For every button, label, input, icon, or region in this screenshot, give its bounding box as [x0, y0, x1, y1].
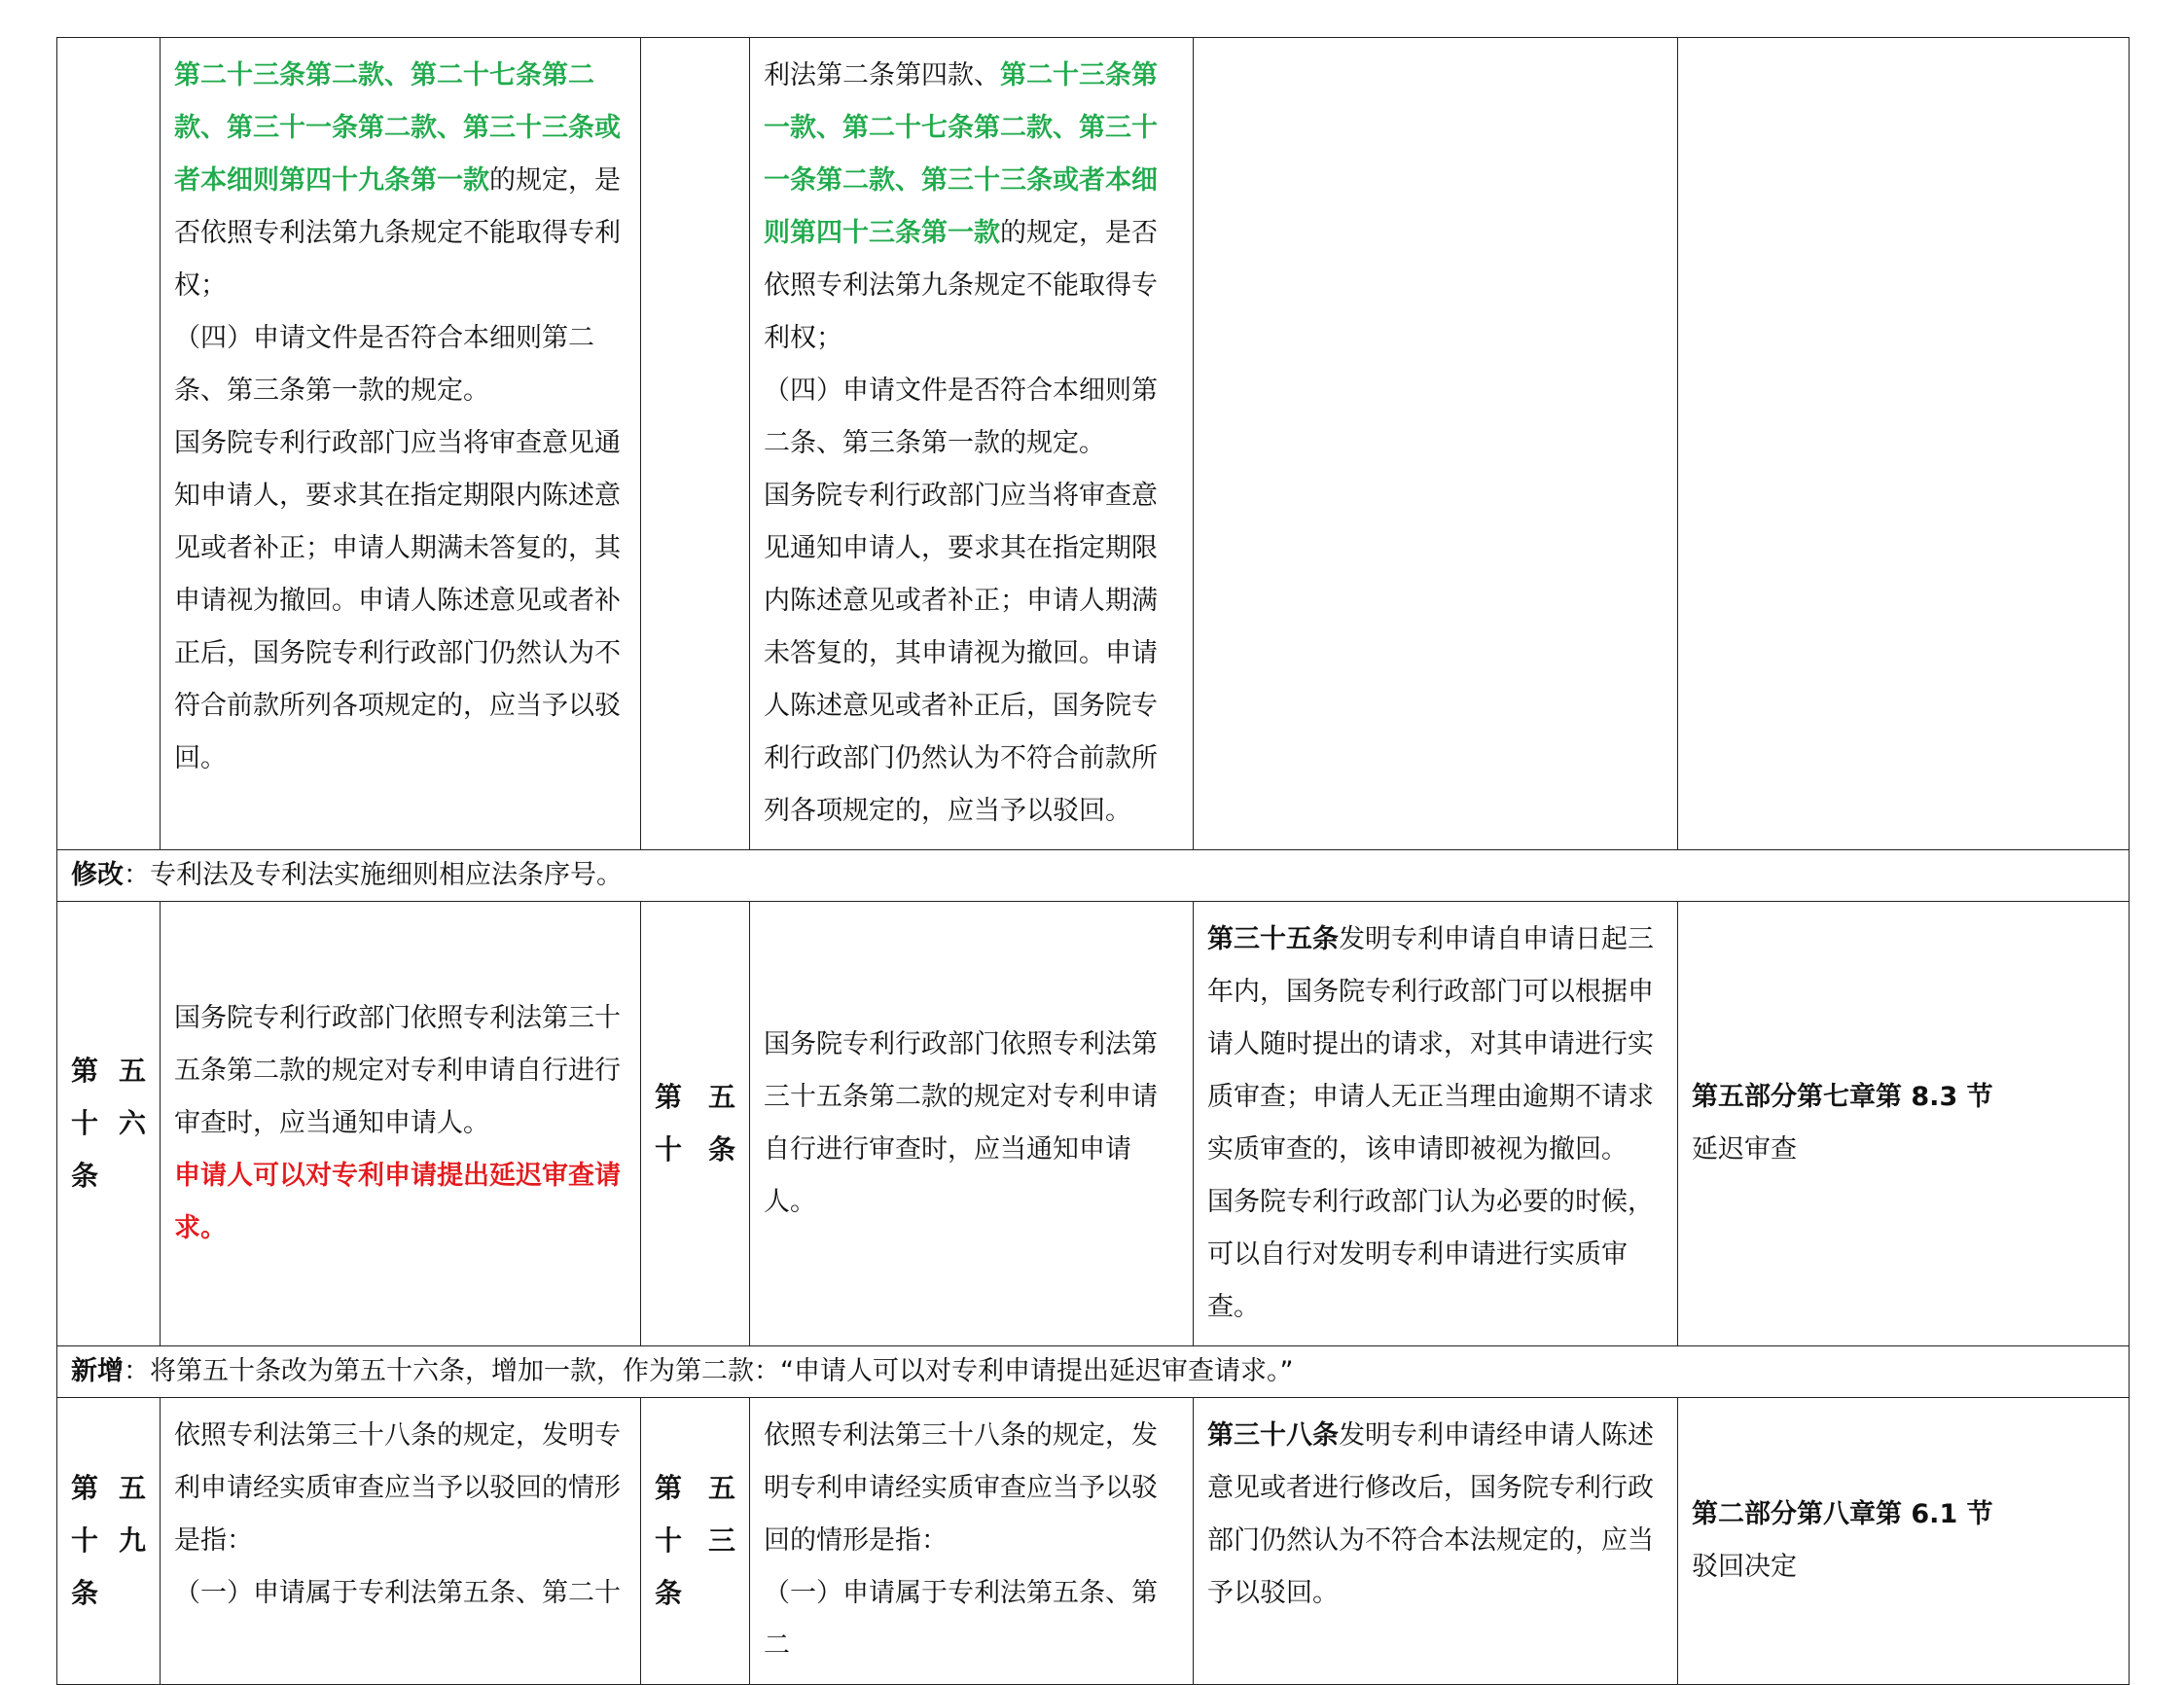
note-label: 修改 [71, 860, 124, 890]
table-row [57, 902, 2130, 1346]
note-text: ：将第五十条改为第五十六条，增加一款，作为第二款：“申请人可以对专利申请提出延迟审查请求。” [124, 1356, 1294, 1386]
law-cell: 第三十五条发明专利申请自申请日起三年内，国务院专利行政部门可以根据申请人随时提出的请求，对其申请进行实质审查；申请人无正当理由逾期不请求实质审查的，该申请即被视为撤回。 国务院专利行政部门认为必要的时候，可以自行对发明专利申请进行实质审查。 [1194, 902, 1678, 1346]
new-article-number: 第五十九条 [57, 1398, 161, 1685]
table-row [57, 1398, 2130, 1685]
highlight-green: 第二十三条第一款、第二十七条第二款、第三十一条第二款、第三十三条或者本细则第四十三条第一款 [764, 60, 1158, 248]
old-text-cell: 依照专利法第三十八条的规定，发明专利申请经实质审查应当予以驳回的情形是指： （一）申请属于专利法第五条、第二 [750, 1398, 1194, 1685]
note-cell [57, 1346, 2130, 1398]
note-cell [57, 850, 2130, 902]
new-text-cell: 国务院专利行政部门依照专利法第三十五条第二款的规定对专利申请自行进行审查时，应当通知申请人。 申请人可以对专利申请提出延迟审查请求。 [161, 902, 641, 1346]
old-article-number: 第五十三条 [641, 1398, 750, 1685]
new-article-cell [57, 38, 161, 850]
guide-cell: 第五部分第七章第 8.3 节 延迟审查 [1678, 902, 2130, 1346]
law-cell: 第三十八条发明专利申请经申请人陈述意见或者进行修改后，国务院专利行政部门仍然认为不符合本法规定的，应当予以驳回。 [1194, 1398, 1678, 1685]
note-label: 新增 [71, 1356, 124, 1386]
old-text-cell: 国务院专利行政部门依照专利法第三十五条第二款的规定对专利申请自行进行审查时，应当通知申请人。 [750, 902, 1194, 1346]
highlight-red: 申请人可以对专利申请提出延迟审查请求。 [174, 1161, 621, 1243]
law-cell [1194, 38, 1678, 850]
new-text-cell: 第二十三条第二款、第二十七条第二款、第三十一条第二款、第三十三条或者本细则第四十九条第一款的规定，是否依照专利法第九条规定不能取得专利权； （四）申请文件是否符合本细则第二条、第三条第一款的规定。 国务院专利行政部门应当将审查意见通知申请人，要求其在指定期限内陈述意见或者补正；申请人期满未答复的，其申请视为撤回。申请人陈述意见或者补正后，国务院专利行政部门仍然认为不符合前款所列各项规定的，应当予以驳回。 [161, 38, 641, 850]
guide-cell [1678, 38, 2130, 850]
new-article-number: 第五十六条 [57, 902, 161, 1346]
new-text-cell: 依照专利法第三十八条的规定，发明专利申请经实质审查应当予以驳回的情形是指： （一）申请属于专利法第五条、第二十 [161, 1398, 641, 1685]
table-row [57, 38, 2130, 850]
old-text-cell: 利法第二条第四款、第二十三条第一款、第二十七条第二款、第三十一条第二款、第三十三条或者本细则第四十三条第一款的规定，是否依照专利法第九条规定不能取得专利权； （四）申请文件是否符合本细则第二条、第三条第一款的规定。 国务院专利行政部门应当将审查意见通知申请人，要求其在指定期限内陈述意见或者补正；申请人期满未答复的，其申请视为撤回。申请人陈述意见或者补正后，国务院专利行政部门仍然认为不符合前款所列各项规定的，应当予以驳回。 [750, 38, 1194, 850]
old-article-cell [641, 38, 750, 850]
note-text: ：专利法及专利法实施细则相应法条序号。 [124, 860, 623, 890]
old-article-number: 第五十条 [641, 902, 750, 1346]
guide-cell: 第二部分第八章第 6.1 节 驳回决定 [1678, 1398, 2130, 1685]
note-row [57, 850, 2130, 902]
highlight-green: 第二十三条第二款、第二十七条第二款、第三十一条第二款、第三十三条或者本细则第四十九条第一款 [174, 60, 621, 196]
comparison-table [56, 37, 2130, 1685]
note-row [57, 1346, 2130, 1398]
